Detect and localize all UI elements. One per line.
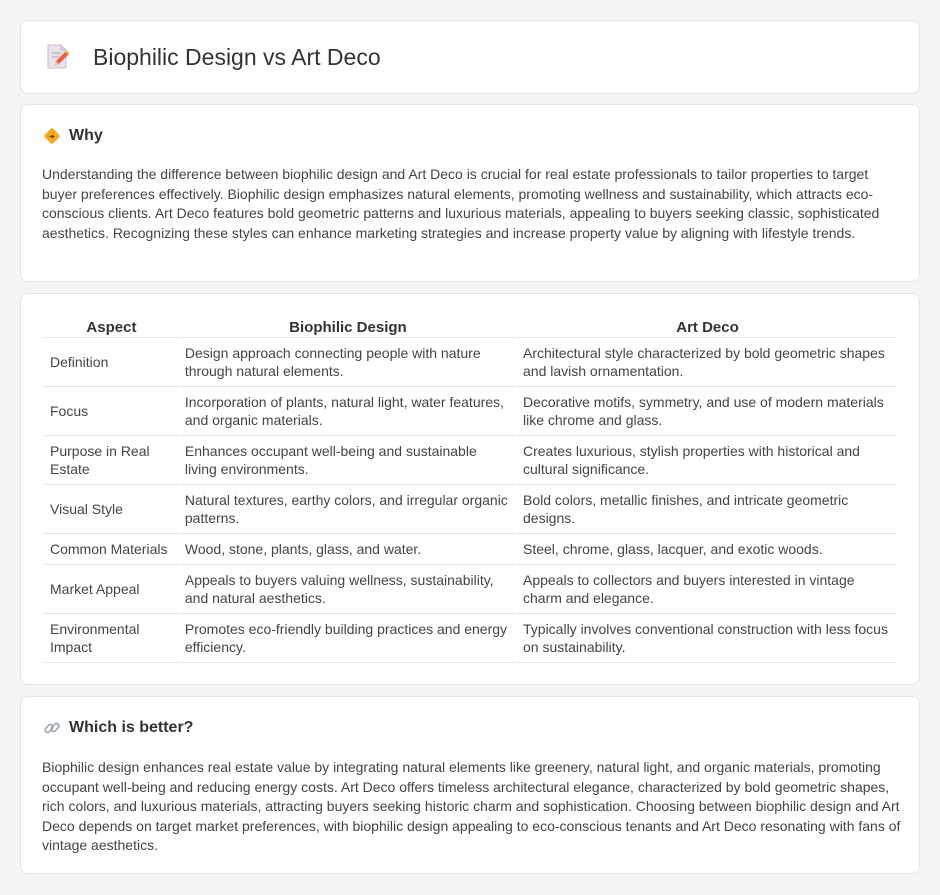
row-aspect: Visual Style	[45, 485, 178, 534]
row-aspect: Environmental Impact	[45, 614, 178, 663]
row-biophilic: Promotes eco-friendly building practices and energy efficiency.	[180, 614, 516, 663]
row-art-deco: Creates luxurious, stylish properties with historical and cultural significance.	[518, 436, 897, 485]
table-row	[45, 614, 897, 663]
header-biophilic: Biophilic Design	[180, 318, 516, 338]
table-row	[45, 387, 897, 436]
table-row	[45, 338, 897, 387]
row-aspect: Purpose in Real Estate	[45, 436, 178, 485]
row-biophilic: Enhances occupant well-being and sustainable living environments.	[180, 436, 516, 485]
table-row	[45, 534, 897, 565]
row-biophilic: Design approach connecting people with nature through natural elements.	[180, 338, 516, 387]
row-biophilic: Wood, stone, plants, glass, and water.	[180, 534, 516, 565]
row-aspect: Definition	[45, 338, 178, 387]
why-card	[20, 104, 920, 282]
table-header-row	[45, 318, 897, 338]
why-text: Understanding the difference between biophilic design and Art Deco is crucial for real estate professionals to tailor properties to target buyer preferences effectively. Biophilic design emphasizes natural elements, promoting wellness and sustainability, which attracts eco-conscious clients. Art Deco features bold geometric patterns and luxurious materials, appealing to buyers seeking classic, sophisticated aesthetics. Recognizing these styles can enhance marketing strategies and increase property value by aligning with lifestyle trends.	[42, 166, 880, 241]
row-art-deco: Steel, chrome, glass, lacquer, and exotic woods.	[518, 534, 897, 565]
table-row	[45, 436, 897, 485]
better-text: Biophilic design enhances real estate value by integrating natural elements like greenery, natural light, and organic materials, promoting occupant well-being and reducing energy costs. Art Deco offers timeless architectural elegance, characterized by bold geometric shapes, rich colors, and luxurious materials, attracting buyers seeking historic charm and sophistication. Choosing between biophilic design and Art Deco depends on target market preferences, with biophilic design appealing to eco-conscious tenants and Art Deco resonating with fans of vintage aesthetics.	[42, 759, 901, 854]
page-title: Biophilic Design vs Art Deco	[93, 43, 381, 70]
row-aspect: Focus	[45, 387, 178, 436]
row-art-deco: Architectural style characterized by bold geometric shapes and lavish ornamentation.	[518, 338, 897, 387]
row-art-deco: Typically involves conventional construction with less focus on sustainability.	[518, 614, 897, 663]
comparison-card	[20, 293, 920, 685]
row-art-deco: Bold colors, metallic finishes, and intricate geometric designs.	[518, 485, 897, 534]
comparison-table	[43, 318, 899, 663]
table-row	[45, 565, 897, 614]
title-row	[45, 43, 381, 71]
better-title: Which is better?	[69, 719, 194, 736]
row-art-deco: Appeals to collectors and buyers interested in vintage charm and elegance.	[518, 565, 897, 614]
why-title: Why	[69, 127, 103, 144]
row-aspect: Market Appeal	[45, 565, 178, 614]
link-icon	[43, 719, 61, 737]
diamond-sign-icon	[43, 127, 61, 145]
row-biophilic: Appeals to buyers valuing wellness, sustainability, and natural aesthetics.	[180, 565, 516, 614]
header-aspect: Aspect	[45, 318, 178, 338]
header-art-deco: Art Deco	[518, 318, 897, 338]
row-art-deco: Decorative motifs, symmetry, and use of modern materials like chrome and glass.	[518, 387, 897, 436]
table-row	[45, 485, 897, 534]
better-card	[20, 696, 920, 874]
title-card	[20, 20, 920, 94]
row-biophilic: Natural textures, earthy colors, and irregular organic patterns.	[180, 485, 516, 534]
better-header	[43, 719, 193, 737]
row-aspect: Common Materials	[45, 534, 178, 565]
document-pencil-icon	[45, 43, 71, 71]
row-biophilic: Incorporation of plants, natural light, water features, and organic materials.	[180, 387, 516, 436]
why-header	[43, 127, 103, 145]
